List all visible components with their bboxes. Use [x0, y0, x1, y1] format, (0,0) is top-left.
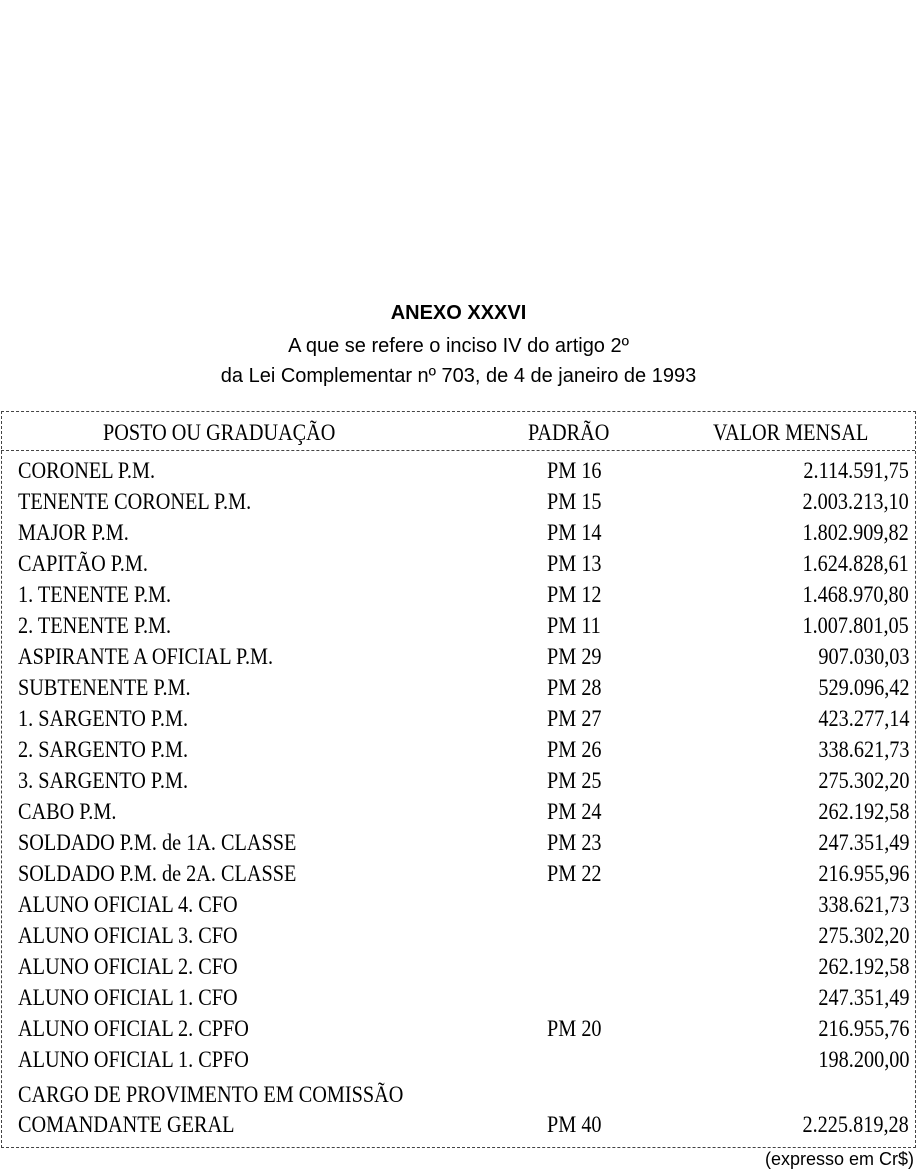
table-row [0, 951, 917, 982]
table-row [0, 641, 917, 672]
cell-padrao: PM 16 [547, 458, 602, 483]
cell-posto: ALUNO OFICIAL 4. CFO [18, 892, 238, 917]
cell-padrao: PM 20 [547, 1016, 602, 1041]
cell-posto: ASPIRANTE A OFICIAL P.M. [18, 644, 274, 669]
cell-posto: ALUNO OFICIAL 2. CPFO [18, 1016, 249, 1041]
cell-valor: 275.302,20 [817, 768, 909, 793]
cell-posto: MAJOR P.M. [18, 520, 129, 545]
cell-posto: TENENTE CORONEL P.M. [18, 489, 252, 514]
cell-valor: 2.003.213,10 [802, 489, 909, 514]
table-row [0, 672, 917, 703]
cell-padrao: PM 12 [547, 582, 602, 607]
cell-posto: SUBTENENTE P.M. [18, 675, 191, 700]
cell-valor: 2.225.819,28 [802, 1112, 909, 1137]
cell-posto: 1. SARGENTO P.M. [18, 706, 189, 731]
cell-padrao: PM 13 [547, 551, 602, 576]
cell-valor: 275.302,20 [817, 923, 909, 948]
cell-valor: 338.621,73 [817, 737, 909, 762]
cell-padrao: PM 40 [547, 1112, 602, 1137]
section-label: CARGO DE PROVIMENTO EM COMISSÃO [18, 1082, 404, 1107]
table-row [0, 1109, 917, 1140]
table-row [0, 858, 917, 889]
cell-posto: COMANDANTE GERAL [18, 1112, 235, 1137]
cell-valor: 1.468.970,80 [802, 582, 909, 607]
cell-padrao: PM 27 [547, 706, 602, 731]
cell-posto: ALUNO OFICIAL 2. CFO [18, 954, 238, 979]
cell-valor: 262.192,58 [817, 799, 909, 824]
table-row [0, 455, 917, 486]
cell-padrao: PM 22 [547, 861, 602, 886]
cell-posto: CABO P.M. [18, 799, 117, 824]
cell-posto: SOLDADO P.M. de 2A. CLASSE [18, 861, 297, 886]
cell-valor: 262.192,58 [817, 954, 909, 979]
cell-valor: 216.955,76 [817, 1016, 909, 1041]
cell-posto: ALUNO OFICIAL 1. CPFO [18, 1047, 249, 1072]
cell-valor: 338.621,73 [817, 892, 909, 917]
cell-padrao: PM 23 [547, 830, 602, 855]
table-row [0, 920, 917, 951]
column-header-padrao: PADRÃO [528, 420, 610, 445]
cell-posto: CORONEL P.M. [18, 458, 156, 483]
cell-posto: ALUNO OFICIAL 1. CFO [18, 985, 238, 1010]
cell-valor: 423.277,14 [817, 706, 909, 731]
cell-posto: ALUNO OFICIAL 3. CFO [18, 923, 238, 948]
table-row [0, 610, 917, 641]
cell-posto: 2. TENENTE P.M. [18, 613, 172, 638]
annex-title: ANEXO XXXVI [390, 302, 527, 324]
table-row [0, 1013, 917, 1044]
header-divider [1, 450, 915, 451]
section-label-row [0, 1079, 917, 1110]
currency-note: (expresso em Cr$) [764, 1149, 914, 1169]
cell-valor: 2.114.591,75 [803, 458, 909, 483]
cell-padrao: PM 25 [547, 768, 602, 793]
cell-valor: 198.200,00 [817, 1047, 909, 1072]
cell-padrao: PM 28 [547, 675, 602, 700]
column-header-posto: POSTO OU GRADUAÇÃO [103, 420, 336, 445]
cell-padrao: PM 11 [547, 613, 601, 638]
cell-padrao: PM 14 [547, 520, 602, 545]
annex-subtitle-line2: da Lei Complementar nº 703, de 4 de janeiro de 1993 [220, 365, 697, 387]
table-row [0, 517, 917, 548]
cell-valor: 247.351,49 [817, 830, 909, 855]
cell-padrao: PM 26 [547, 737, 602, 762]
cell-posto: 1. TENENTE P.M. [18, 582, 172, 607]
table-row [0, 796, 917, 827]
column-header-valor: VALOR MENSAL [713, 420, 869, 445]
cell-padrao: PM 15 [547, 489, 602, 514]
table-row [0, 827, 917, 858]
cell-valor: 216.955,96 [817, 861, 909, 886]
cell-valor: 247.351,49 [817, 985, 909, 1010]
table-row [0, 486, 917, 517]
cell-posto: 2. SARGENTO P.M. [18, 737, 189, 762]
cell-valor: 1.624.828,61 [802, 551, 909, 576]
table-row [0, 765, 917, 796]
table-header [0, 417, 917, 448]
table-row [0, 1044, 917, 1075]
cell-posto: SOLDADO P.M. de 1A. CLASSE [18, 830, 297, 855]
table-row [0, 734, 917, 765]
table-row [0, 889, 917, 920]
cell-valor: 1.802.909,82 [802, 520, 909, 545]
table-row [0, 548, 917, 579]
cell-valor: 907.030,03 [817, 644, 909, 669]
table-row [0, 703, 917, 734]
cell-valor: 529.096,42 [817, 675, 909, 700]
annex-subtitle-line1: A que se refere o inciso IV do artigo 2º [288, 335, 629, 357]
cell-padrao: PM 24 [547, 799, 602, 824]
cell-posto: 3. SARGENTO P.M. [18, 768, 189, 793]
cell-posto: CAPITÃO P.M. [18, 551, 148, 576]
cell-valor: 1.007.801,05 [802, 613, 909, 638]
table-row [0, 982, 917, 1013]
cell-padrao: PM 29 [547, 644, 602, 669]
table-row [0, 579, 917, 610]
